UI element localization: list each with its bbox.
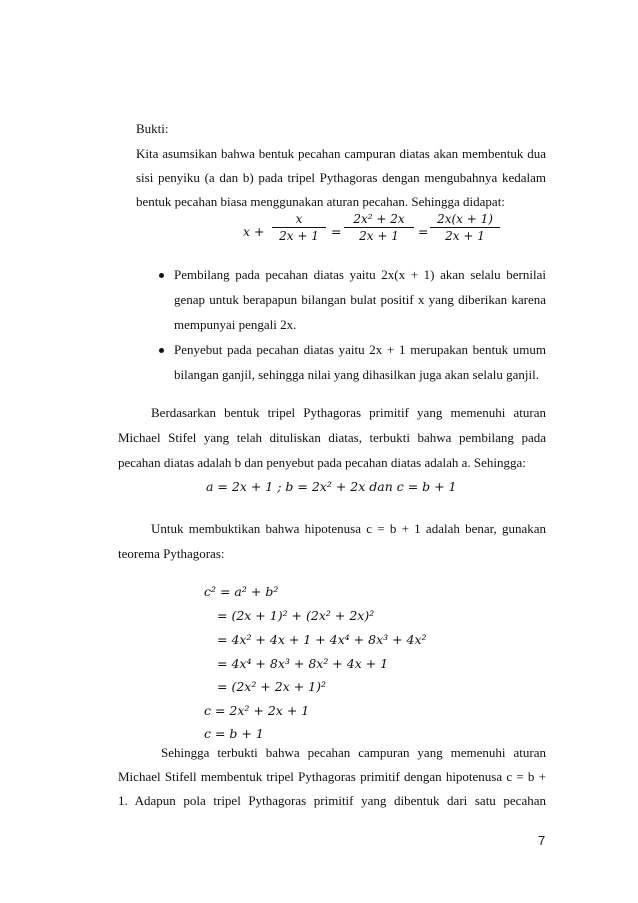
eq1-frac1-numerator: x (272, 212, 326, 228)
para3-line-1: Untuk membuktikan bahwa hipotenusa c = b + 1 adalah benar, gunakan (151, 521, 546, 536)
eq1-equals-2: = (418, 224, 429, 239)
eq1-frac1-denominator: 2x + 1 (279, 229, 319, 243)
para4-line-2: Michael Stifell membentuk tripel Pythagoras primitif dengan hipotenusa c = b + (118, 769, 546, 784)
para2-line-2: Michael Stifel yang telah dituliskan diatas, terbukti bahwa pembilang pada (118, 430, 546, 445)
bullet-2-line-1: Penyebut pada pecahan diatas yaitu 2x + 1 merupakan bentuk umum (174, 342, 546, 357)
bullet-1-line-3: mempunyai pengali 2x. (174, 317, 297, 332)
para4-line-3: 1. Adapun pola tripel Pythagoras primitif yang dibentuk dari satu pecahan (118, 793, 546, 808)
para3-line-2: teorema Pythagoras: (118, 546, 225, 561)
eq1-lhs: x + (243, 224, 265, 239)
eq1-frac3-numerator: 2x(x + 1) (430, 212, 500, 228)
bullet-marker-1 (159, 273, 164, 278)
eq1-fraction-3 (430, 212, 500, 243)
para2-line-3: pecahan diatas adalah b dan penyebut pada pecahan diatas adalah a. Sehingga: (118, 455, 526, 470)
equation-abc: a = 2x + 1 ; b = 2x² + 2x dan c = b + 1 (206, 479, 457, 494)
intro-line-3: bentuk pecahan biasa menggunakan aturan pecahan. Sehingga didapat: (136, 194, 505, 209)
derivation-line-7: c = b + 1 (204, 726, 264, 741)
eq1-frac2-numerator: 2x² + 2x (344, 212, 414, 228)
bullet-2-line-2: bilangan ganjil, sehingga nilai yang dihasilkan juga akan selalu ganjil. (174, 367, 539, 382)
page-number: 7 (538, 833, 546, 848)
derivation-line-2: = (2x + 1)² + (2x² + 2x)² (217, 608, 375, 623)
eq1-frac2-denominator: 2x + 1 (359, 229, 399, 243)
intro-line-1: Kita asumsikan bahwa bentuk pecahan campuran diatas akan membentuk dua (136, 146, 546, 161)
derivation-line-4: = 4x⁴ + 8x³ + 8x² + 4x + 1 (217, 656, 389, 671)
eq1-fraction-1 (272, 212, 326, 243)
eq1-fraction-2 (344, 212, 414, 243)
para2-line-1: Berdasarkan bentuk tripel Pythagoras primitif yang memenuhi aturan (151, 405, 546, 420)
derivation-line-5: = (2x² + 2x + 1)² (217, 679, 327, 694)
para4-line-1: Sehingga terbukti bahwa pecahan campuran yang memenuhi aturan (161, 745, 546, 760)
eq1-equals-1: = (331, 224, 342, 239)
derivation-line-1: c² = a² + b² (204, 584, 279, 599)
proof-heading: Bukti: (136, 121, 169, 136)
eq1-frac3-denominator: 2x + 1 (445, 229, 485, 243)
derivation-line-6: c = 2x² + 2x + 1 (204, 703, 310, 718)
bullet-marker-2 (159, 348, 164, 353)
derivation-line-3: = 4x² + 4x + 1 + 4x⁴ + 8x³ + 4x² (217, 632, 427, 647)
bullet-1-line-1: Pembilang pada pecahan diatas yaitu 2x(x + 1) akan selalu bernilai (174, 267, 546, 282)
bullet-1-line-2: genap untuk berapapun bilangan bulat positif x yang diberikan karena (174, 292, 546, 307)
intro-line-2: sisi penyiku (a dan b) pada tripel Pythagoras dengan mengubahnya kedalam (136, 170, 546, 185)
